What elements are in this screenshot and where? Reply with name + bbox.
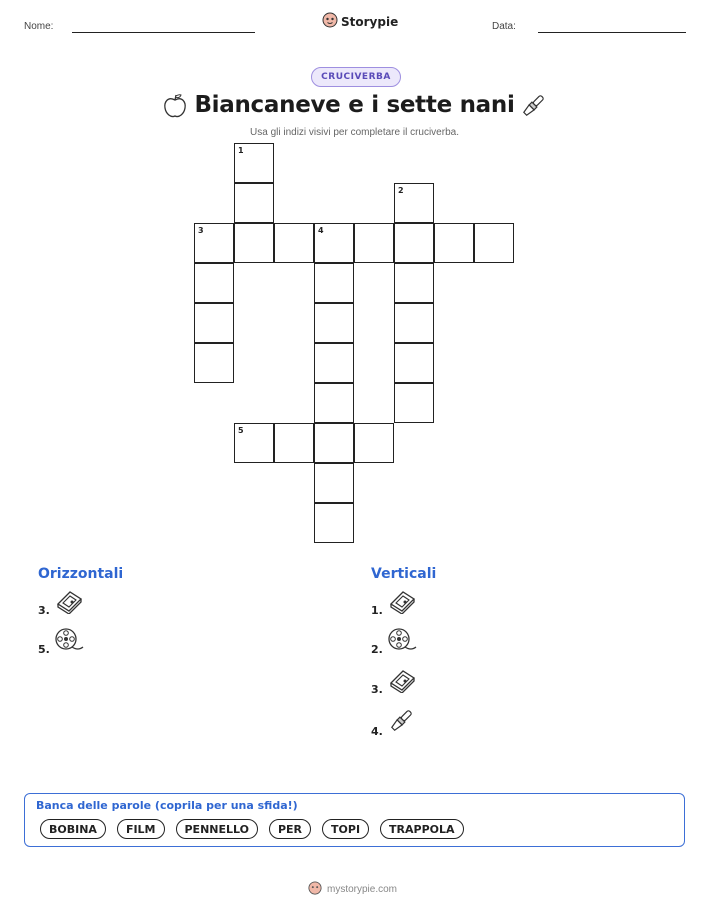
storypie-mascot-icon	[322, 12, 338, 32]
clue-number: 5.	[38, 643, 50, 656]
film-reel-icon	[387, 627, 417, 657]
grid-cell[interactable]	[314, 503, 354, 543]
grid-cell[interactable]	[194, 343, 234, 383]
clue-number: 5	[238, 426, 244, 435]
clue-down-4	[371, 707, 415, 739]
storypie-logo	[322, 12, 398, 32]
grid-cell[interactable]	[314, 303, 354, 343]
grid-cell[interactable]	[194, 303, 234, 343]
clue-across-3	[38, 588, 84, 618]
category-badge: CRUCIVERBA	[311, 67, 401, 87]
storypie-mascot-icon	[308, 880, 322, 899]
grid-cell[interactable]	[434, 223, 474, 263]
clue-number: 4.	[371, 725, 383, 738]
word-bank	[24, 793, 685, 847]
grid-cell[interactable]	[234, 423, 274, 463]
grid-cell[interactable]	[354, 423, 394, 463]
clue-down-1	[371, 588, 417, 618]
clue-number: 3.	[371, 683, 383, 696]
film-reel-icon	[54, 627, 84, 657]
word-chip: PENNELLO	[176, 819, 258, 839]
grid-cell[interactable]	[314, 463, 354, 503]
mousetrap-icon	[54, 588, 84, 618]
across-heading: Orizzontali	[38, 566, 124, 582]
grid-cell[interactable]	[394, 343, 434, 383]
grid-cell[interactable]	[234, 143, 274, 183]
grid-cell[interactable]	[394, 183, 434, 223]
word-bank-chips	[40, 819, 464, 839]
name-label: Nome:	[24, 21, 54, 32]
grid-cell[interactable]	[394, 383, 434, 423]
footer	[308, 880, 397, 899]
grid-cell[interactable]	[274, 223, 314, 263]
down-heading: Verticali	[371, 566, 437, 582]
word-chip: BOBINA	[40, 819, 106, 839]
clue-number: 1.	[371, 604, 383, 617]
grid-cell[interactable]	[394, 303, 434, 343]
word-chip: FILM	[117, 819, 165, 839]
date-field-line[interactable]	[538, 32, 686, 33]
clue-number: 3	[198, 226, 204, 235]
mousetrap-icon	[387, 667, 417, 697]
word-chip: PER	[269, 819, 311, 839]
grid-cell[interactable]	[194, 263, 234, 303]
grid-cell[interactable]	[314, 383, 354, 423]
brand-name: Storypie	[341, 15, 399, 29]
grid-cell[interactable]	[474, 223, 514, 263]
grid-cell[interactable]	[234, 223, 274, 263]
grid-cell[interactable]	[234, 183, 274, 223]
clue-number: 2.	[371, 643, 383, 656]
word-chip: TRAPPOLA	[380, 819, 463, 839]
footer-url[interactable]: mystorypie.com	[327, 884, 398, 895]
name-field-line[interactable]	[72, 32, 255, 33]
clue-number: 4	[318, 226, 324, 235]
paintbrush-icon	[387, 707, 415, 739]
mousetrap-icon	[387, 588, 417, 618]
grid-cell[interactable]	[354, 223, 394, 263]
clue-number: 2	[398, 186, 404, 195]
grid-cell[interactable]	[314, 343, 354, 383]
clue-down-3	[371, 667, 417, 697]
clue-number: 1	[238, 146, 244, 155]
grid-cell[interactable]	[314, 223, 354, 263]
word-chip: TOPI	[322, 819, 369, 839]
date-label: Data:	[492, 21, 516, 32]
grid-cell[interactable]	[314, 263, 354, 303]
clue-across-5	[38, 627, 84, 657]
grid-cell[interactable]	[394, 263, 434, 303]
clue-number: 3.	[38, 604, 50, 617]
grid-cell[interactable]	[394, 223, 434, 263]
grid-cell[interactable]	[314, 423, 354, 463]
page-title: Biancaneve e i sette nani	[194, 92, 515, 118]
word-bank-title: Banca delle parole (coprila per una sfida!)	[36, 799, 298, 812]
grid-cell[interactable]	[194, 223, 234, 263]
clue-down-2	[371, 627, 417, 657]
grid-cell[interactable]	[274, 423, 314, 463]
instructions: Usa gli indizi visivi per completare il cruciverba.	[250, 127, 459, 138]
paintbrush-icon	[519, 92, 547, 124]
